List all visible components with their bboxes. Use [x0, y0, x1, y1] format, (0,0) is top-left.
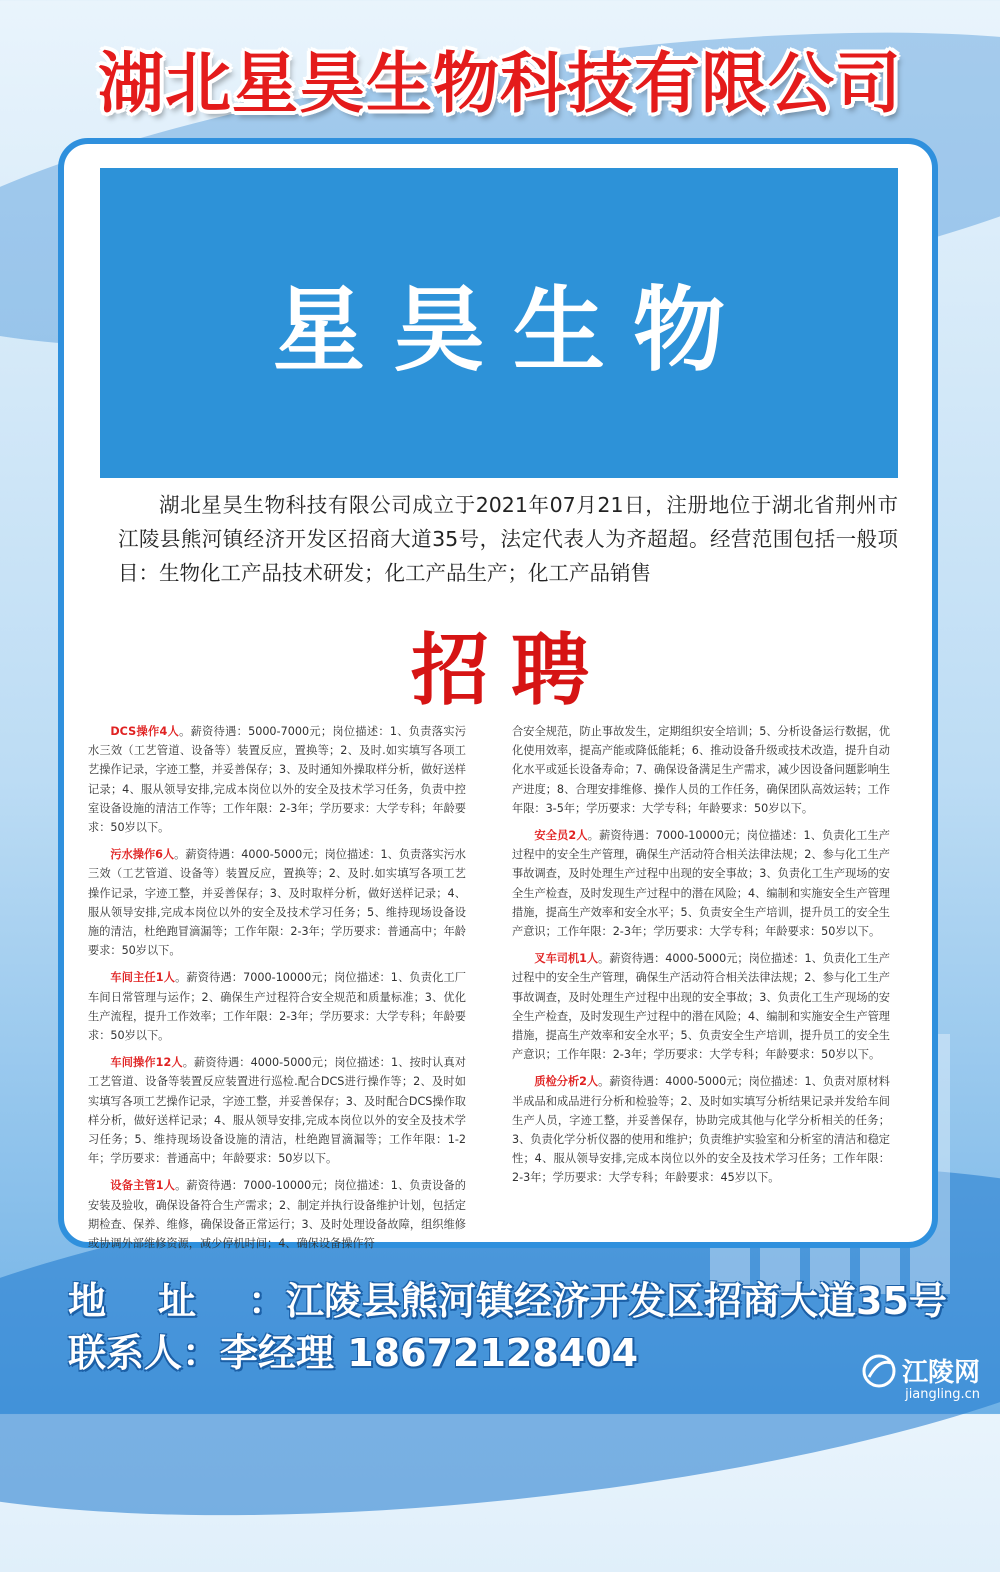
- job-listing: [88, 845, 466, 960]
- job-details-continuation: 合安全规范，防止事故发生，定期组织安全培训；5、分析设备运行数据，优化使用效率，提高产能或降低能耗；6、推动设备升级或技术改造，提升自动化水平或延长设备寿命；7、确保设备满足生产需求，减少因设备问题影响生产进度；8、合理安排维修、操作人员的工作任务，确保团队高效运转；工作年限：3-5年；学历要求：大学专科；年龄要求：50岁以下。: [512, 725, 890, 815]
- contact-label: 联系人: [68, 1331, 183, 1375]
- job-listing: [512, 949, 890, 1064]
- job-details: 。薪资待遇：4000-5000元；岗位描述：1、负责对原材料半成品和成品进行分析和检验等；2、及时如实填写分析结果记录并发给车间生产人员，字迹工整，并妥善保存，协助完成其他与化学分析相关的任务；3、负责化学分析仪器的使用和维护；负责维护实验室和分析室的清洁和稳定性；4、服从领导安排,完成本岗位以外的安全及技术学习任务；工作年限：2-3年；学历要求：大学专科；年龄要求：45岁以下。: [512, 1075, 890, 1185]
- job-details: 。薪资待遇：5000-7000元；岗位描述：1、负责落实污水三效（工艺管道、设备等）装置反应，置换等；2、及时.如实填写各项工艺操作记录，字迹工整，并妥善保存；3、及时通知外操取样分析，做好送样记录；4、服从领导安排,完成本岗位以外的安全及技术学习任务，负责中控室设备设施的清洁工作等；工作年限：2-3年；学历要求：大学专科；年龄要求：50岁以下。: [88, 725, 467, 835]
- company-intro: 湖北星昊生物科技有限公司成立于2021年07月21日，注册地位于湖北省荆州市江陵县熊河镇经济开发区招商大道35号，法定代表人为齐超超。经营范围包括一般项目：生物化工产品技术研发；化工产品生产；化工产品销售: [118, 493, 898, 585]
- job-details: 。薪资待遇：7000-10000元；岗位描述：1、负责化工生产过程中的安全生产管理，确保生产活动符合相关法律法规；2、参与化工生产事故调查，及时处理生产过程中出现的安全事故；3、负责化工生产现场的安全生产检查，及时发现生产过程中的潜在风险；4、编制和实施安全生产管理措施，提高生产效率和安全水平；5、负责安全生产培训，提升员工的安全生产意识；工作年限：2-3年；学历要求：大学专科；年龄要求：50岁以下。: [512, 829, 890, 939]
- job-title: 设备主管1人: [110, 1179, 176, 1193]
- job-listing: [88, 968, 466, 1045]
- jobs-column-right: [512, 722, 890, 1196]
- job-listing: [88, 1053, 466, 1168]
- job-title: DCS操作4人: [110, 725, 180, 738]
- job-details: 。薪资待遇：7000-10000元；岗位描述：1、负责设备的安装及验收，确保设备符合生产需求；2、制定并执行设备维护计划，包括定期检查、保养、维修，确保设备正常运行；3、及时处理设备故障，组织维修或协调外部维修资源，减少停机时间；4、确保设备操作符: [88, 1179, 466, 1251]
- site-name: 江陵网: [901, 1358, 980, 1388]
- site-url: jiangling.cn: [905, 1387, 980, 1402]
- address-value: ：江陵县熊河镇经济开发区招商大道35号: [248, 1279, 947, 1323]
- job-listing: [88, 1176, 466, 1253]
- recruit-heading: 招聘: [410, 625, 611, 716]
- job-title: 污水操作6人: [110, 848, 175, 862]
- contact-line: [68, 1322, 968, 1377]
- job-details: 。薪资待遇：4000-5000元；岗位描述：1、负责化工生产过程中的安全生产管理，确保生产活动符合相关法律法规；2、参与化工生产事故调查，及时处理生产过程中出现的安全事故；3、负责化工生产现场的安全生产检查，及时发现生产过程中的潜在风险；4、编制和实施安全生产管理措施，提高生产效率和安全水平；5、负责安全生产培训，提升员工的安全生产意识；工作年限：2-3年；学历要求：大学专科；年龄要求：50岁以下。: [512, 952, 890, 1062]
- banner-text: 星昊生物: [272, 276, 753, 384]
- job-listing: [88, 722, 466, 837]
- job-title: 车间操作12人: [110, 1056, 183, 1070]
- job-title: 质检分析2人: [534, 1075, 599, 1089]
- job-listing: [512, 826, 890, 941]
- job-details: 。薪资待遇：7000-10000元；岗位描述：1、负责化工厂车间日常管理与运作；2、确保生产过程符合安全规范和质量标准；3、优化生产流程，提升工作效率；工作年限：2-3年；学历要求：大学专科；年龄要求：50岁以下。: [88, 971, 466, 1043]
- job-title: 车间主任1人: [110, 971, 176, 985]
- job-title: 叉车司机1人: [534, 952, 599, 966]
- site-logo-icon: [861, 1353, 897, 1389]
- job-title: 安全员2人: [534, 829, 588, 843]
- site-watermark: [861, 1352, 980, 1402]
- contact-value: ：李经理 18672128404: [182, 1331, 639, 1375]
- job-details: 。薪资待遇：4000-5000元；岗位描述：1、按时认真对工艺管道、设备等装置反应装置进行巡检.配合DCS进行操作等；2、及时如实填写各项工艺操作记录，字迹工整，并妥善保存；3、及时配合DCS操作取样分析，做好送样记录；4、服从领导安排,完成本岗位以外的安全及技术学习任务；5、维持现场设备设施的清洁，杜绝跑冒滴漏等；工作年限：1-2年；学历要求：普通高中；年龄要求：50岁以下。: [88, 1056, 466, 1166]
- address-label: 地址: [68, 1279, 249, 1323]
- job-listing: [512, 1072, 890, 1187]
- brand-banner: [100, 168, 898, 478]
- job-details: 。薪资待遇：4000-5000元；岗位描述：1、负责落实污水三效（工艺管道、设备等）装置反应，置换等；2、及时.如实填写各项工艺操作记录，字迹工整，并妥善保存；3、及时取样分析，做好送样记录；4、服从领导安排,完成本岗位以外的安全及技术学习任务；5、维持现场设备设施的清洁，杜绝跑冒滴漏等；工作年限：2-3年；学历要求：普通高中；年龄要求：50岁以下。: [88, 848, 466, 958]
- address-line: [68, 1270, 968, 1325]
- company-title: 湖北星昊生物科技有限公司: [98, 45, 902, 122]
- jobs-column-left: [88, 722, 466, 1261]
